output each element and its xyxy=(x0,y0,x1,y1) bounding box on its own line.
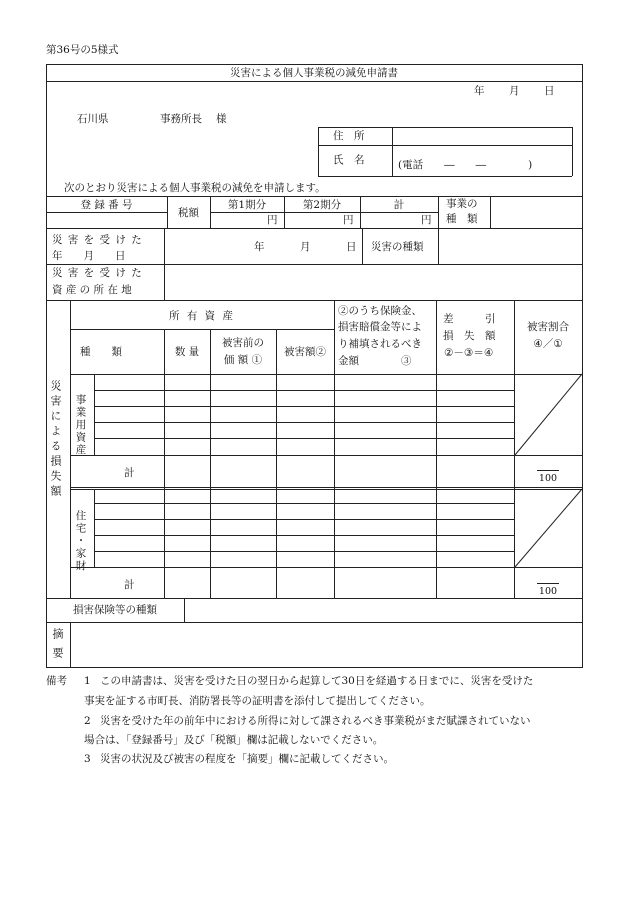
asset-location-label-1: 災 害 を 受 け た xyxy=(52,267,143,279)
date-day: 日 xyxy=(544,85,555,97)
disaster-date-label-1: 災 害 を 受 け た xyxy=(52,234,143,246)
note-1-line-1: この申請書は、災害を受けた日の翌日から起算して30日を経過する日までに、災害を受けた xyxy=(100,675,534,687)
pre-value-label-1: 被害前の xyxy=(222,337,264,349)
net-loss-label-1: 差 引 xyxy=(443,313,496,325)
disaster-month: 月 xyxy=(300,241,311,253)
insurance-label-3: り補填されるべき xyxy=(338,338,422,350)
first-period-label: 第1期分 xyxy=(227,199,267,211)
tax-amount-label: 税額 xyxy=(178,207,199,219)
summary-field[interactable] xyxy=(71,623,581,666)
date-month: 月 xyxy=(509,85,520,97)
note-3-line-1: 災害の状況及び被害の程度を「摘要」欄に記載してください。 xyxy=(100,753,394,765)
notes-heading: 備考 xyxy=(46,675,67,687)
net-loss-label-3: ②－③＝④ xyxy=(444,347,494,359)
intro-text: 次のとおり災害による個人事業税の減免を申請します。 xyxy=(64,182,326,194)
ratio-label-1: 被害割合 xyxy=(527,321,569,333)
note-1-number: 1 xyxy=(84,675,91,687)
insurance-label-2: 損害賠償金等によ xyxy=(338,321,422,333)
pre-value-label-2: 価 額 ① xyxy=(223,354,263,366)
note-2-number: 2 xyxy=(84,715,91,727)
summary-label: 摘要 xyxy=(51,628,64,666)
household-ratio-diagonal xyxy=(515,489,582,567)
business-type-label-2: 種 類 xyxy=(446,213,478,225)
phone-field[interactable]: (電話 ― ― ) xyxy=(398,159,533,171)
disaster-date-label-2: 年 月 日 xyxy=(52,250,126,262)
yen-unit-2: 円 xyxy=(343,214,354,226)
ratio-label-2: ④／① xyxy=(533,338,563,350)
disaster-year: 年 xyxy=(254,241,265,253)
business-subtotal-label: 計 xyxy=(124,467,135,479)
addressee-office: 事務所長 xyxy=(160,113,202,125)
net-loss-label-2: 損 失 額 xyxy=(443,330,496,342)
date-year: 年 xyxy=(474,85,485,97)
yen-unit-1: 円 xyxy=(267,214,278,226)
business-assets-label: 事業用資産 xyxy=(74,394,87,457)
insurance-label-1: ②のうち保険金、 xyxy=(338,305,422,317)
household-ratio-denominator: 100 xyxy=(538,586,558,597)
business-type-label-1: 事業の xyxy=(446,198,478,210)
note-2-line-2: 場合は、「登録番号」及び「税額」欄は記載しないでください。 xyxy=(84,734,384,746)
insurance-label-4: 金額 ③ xyxy=(338,355,412,367)
addressee-honorific: 様 xyxy=(216,113,227,125)
asset-location-label-2: 資 産 の 所 在 地 xyxy=(52,284,132,296)
household-subtotal-label: 計 xyxy=(124,579,135,591)
disaster-day: 日 xyxy=(346,241,357,253)
yen-unit-3: 円 xyxy=(421,214,432,226)
registration-number-label: 登 録 番 号 xyxy=(80,199,133,211)
second-period-label: 第2期分 xyxy=(302,199,342,211)
total-label: 計 xyxy=(393,199,405,211)
business-ratio-denominator: 100 xyxy=(538,473,558,484)
loss-side-label: 災害による損失額 xyxy=(49,380,62,500)
note-2-line-1: 災害を受けた年の前年中における所得に対して課されるべき事業税がまだ賦課されていない xyxy=(100,715,531,727)
owned-assets-label: 所 有 資 産 xyxy=(168,310,235,322)
kind-label: 種 類 xyxy=(80,346,122,358)
form-number: 第36号の5様式 xyxy=(46,44,119,56)
insurance-kind-label: 損害保険等の種類 xyxy=(73,604,157,616)
form-title: 災害による個人事業税の減免申請書 xyxy=(230,67,398,79)
insurance-kind-divider xyxy=(184,598,185,622)
disaster-kind-label: 災害の種類 xyxy=(371,241,424,253)
note-3-number: 3 xyxy=(84,753,91,765)
name-label: 氏 名 xyxy=(333,154,365,166)
address-label: 住 所 xyxy=(333,130,365,142)
household-label: 住宅・家財 xyxy=(74,510,87,573)
addressee-prefecture: 石川県 xyxy=(77,113,109,125)
damage-label: 被害額② xyxy=(284,346,326,358)
business-ratio-diagonal xyxy=(515,374,582,455)
note-1-line-2: 事実を証する市町長、消防署長等の証明書を添付して提出してください。 xyxy=(84,695,431,707)
quantity-label: 数 量 xyxy=(174,346,200,358)
